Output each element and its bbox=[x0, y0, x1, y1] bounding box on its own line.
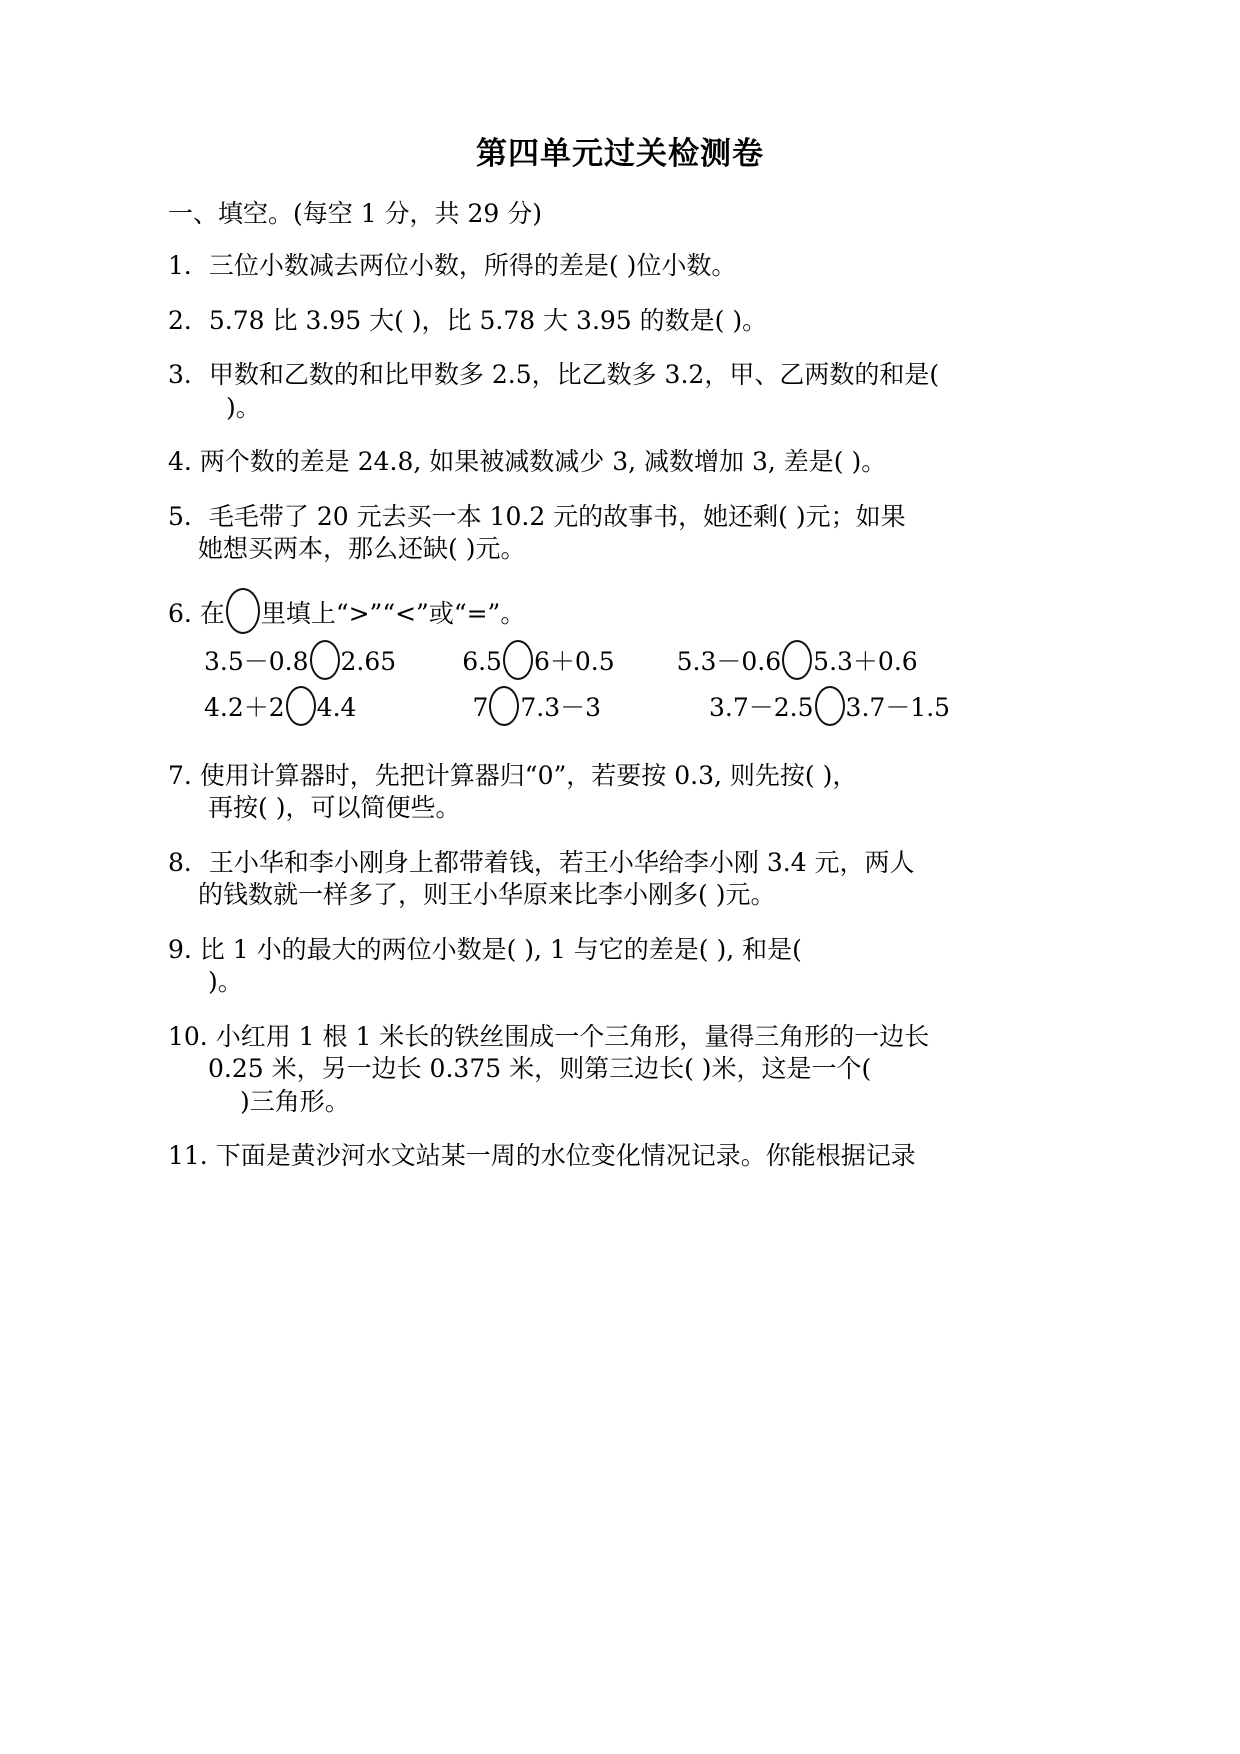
question-6-prompt-prefix: 6. 在 bbox=[168, 598, 225, 628]
comparison-left: 7 bbox=[472, 692, 489, 722]
comparison-right: 4.4 bbox=[316, 692, 357, 722]
question-6-comparison-row-2 bbox=[168, 686, 998, 726]
circle-blank-icon bbox=[226, 588, 260, 634]
question-5-line-1: 5．毛毛带了 20 元去买一本 10.2 元的故事书，她还剩( )元；如果 bbox=[168, 501, 906, 531]
question-9 bbox=[168, 934, 998, 999]
comparison-item bbox=[462, 640, 614, 680]
exam-body bbox=[168, 198, 998, 1195]
question-7-line-2: 再按( )，可以简便些。 bbox=[208, 793, 461, 822]
comparison-left: 6.5 bbox=[462, 646, 502, 676]
question-10-line-3: )三角形。 bbox=[240, 1086, 350, 1116]
question-7-line-1: 7. 使用计算器时，先把计算器归“0”，若要按 0.3, 则先按( )， bbox=[168, 760, 858, 790]
circle-blank-icon bbox=[815, 686, 845, 726]
comparison-right: 5.3＋0.6 bbox=[813, 646, 918, 676]
question-5 bbox=[168, 501, 998, 566]
question-3-line-1: 3．甲数和乙数的和比甲数多 2.5，比乙数多 3.2，甲、乙两数的和是( bbox=[168, 360, 940, 389]
question-4 bbox=[168, 446, 998, 479]
question-10-line-2: 0.25 米，另一边长 0.375 米，则第三边长( )米，这是一个( bbox=[208, 1054, 872, 1083]
comparison-left: 3.7－2.5 bbox=[709, 692, 814, 722]
question-2 bbox=[168, 305, 998, 338]
comparison-right: 7.3－3 bbox=[520, 692, 602, 722]
circle-blank-icon bbox=[489, 686, 519, 726]
comparison-right: 6＋0.5 bbox=[533, 646, 615, 676]
comparison-item bbox=[709, 686, 950, 726]
question-1-text: 1．三位小数减去两位小数，所得的差是( )位小数。 bbox=[168, 251, 737, 280]
comparison-right: 2.65 bbox=[340, 646, 397, 676]
question-5-line-2: 她想买两本，那么还缺( )元。 bbox=[198, 534, 526, 563]
circle-blank-icon bbox=[286, 686, 316, 726]
question-11-line-1: 11. 下面是黄沙河水文站某一周的水位变化情况记录。你能根据记录 bbox=[168, 1141, 916, 1170]
question-11 bbox=[168, 1140, 998, 1173]
question-6 bbox=[168, 588, 998, 726]
question-1 bbox=[168, 250, 998, 283]
question-4-text: 4. 两个数的差是 24.8, 如果被减数减少 3, 减数增加 3, 差是( )。 bbox=[168, 447, 887, 476]
question-2-text: 2．5.78 比 3.95 大( )，比 5.78 大 3.95 的数是( )。 bbox=[168, 305, 768, 335]
question-10 bbox=[168, 1021, 998, 1119]
question-7 bbox=[168, 760, 998, 825]
comparison-left: 4.2＋2 bbox=[204, 692, 285, 722]
comparison-item bbox=[204, 686, 356, 726]
question-6-prompt bbox=[168, 588, 998, 634]
question-9-line-1: 9. 比 1 小的最大的两位小数是( ), 1 与它的差是( ), 和是( bbox=[168, 934, 802, 964]
comparison-item bbox=[204, 640, 396, 680]
comparison-left: 3.5－0.8 bbox=[204, 646, 309, 676]
comparison-item bbox=[677, 640, 918, 680]
comparison-right: 3.7－1.5 bbox=[845, 692, 951, 722]
question-6-prompt-suffix: 里填上“>”“<”或“=”。 bbox=[260, 598, 526, 628]
circle-blank-icon bbox=[310, 640, 340, 680]
question-8-line-1: 8．王小华和李小刚身上都带着钱，若王小华给李小刚 3.4 元，两人 bbox=[168, 847, 915, 877]
question-10-line-1: 10. 小红用 1 根 1 米长的铁丝围成一个三角形，量得三角形的一边长 bbox=[168, 1021, 930, 1051]
circle-blank-icon bbox=[782, 640, 812, 680]
question-6-comparison-row-1 bbox=[168, 640, 998, 680]
circle-blank-icon bbox=[503, 640, 533, 680]
question-3-line-2: )。 bbox=[226, 392, 261, 422]
comparison-left: 5.3－0.6 bbox=[676, 646, 782, 676]
question-8-line-2: 的钱数就一样多了，则王小华原来比李小刚多( )元。 bbox=[198, 880, 776, 909]
question-3 bbox=[168, 359, 998, 424]
question-9-line-2: )。 bbox=[208, 967, 243, 996]
question-8 bbox=[168, 847, 998, 912]
comparison-item bbox=[472, 686, 601, 726]
section-heading-fill-in-blank: 一、填空。(每空 1 分，共 29 分) bbox=[168, 199, 543, 228]
page-title: 第四单元过关检测卷 bbox=[476, 136, 764, 172]
